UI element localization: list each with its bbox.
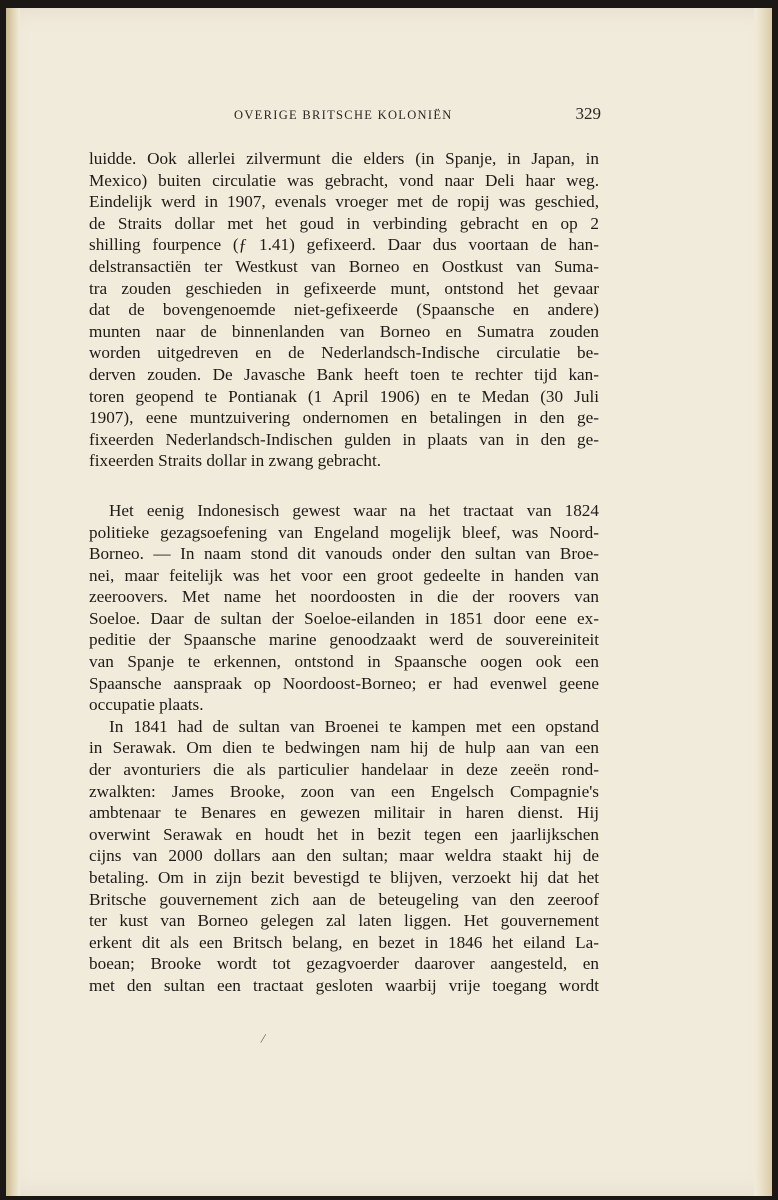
text-line: van Spanje te erkennen, ontstond in Spaansche oogen ook een: [89, 652, 599, 672]
text-line: Spaansche aanspraak op Noordoost-Borneo; er had evenwel geene: [89, 673, 599, 693]
text-line: delstransactiën ter Westkust van Borneo en Oostkust van Suma-: [89, 256, 599, 276]
text-line: Borneo. — In naam stond dit vanouds onder den sultan van Broe-: [89, 544, 599, 564]
text-line: de Straits dollar met het goud in verbinding gebracht en op 2: [89, 213, 599, 233]
text-line: betaling. Om in zijn bezit bevestigd te blijven, verzoekt hij dat het: [89, 868, 599, 887]
text-line: zeeroovers. Met name het noordoosten in die der roovers van: [89, 587, 599, 607]
running-title: OVERIGE BRITSCHE KOLONIËN: [234, 108, 453, 122]
paragraph: [89, 148, 599, 472]
text-line: Britsche gouvernement zich aan de beteugeling van den zeeroof: [89, 889, 599, 909]
text-line: erkent dit als een Britsch belang, en bezet in 1846 het eiland La-: [89, 932, 599, 952]
text-line: worden uitgedreven en de Nederlandsch-Indische circulatie be-: [89, 343, 599, 363]
text-line: fixeerden Nederlandsch-Indischen gulden in plaats van in den ge-: [89, 429, 599, 449]
text-line: fixeerden Straits dollar in zwang gebracht.: [89, 451, 382, 471]
text-line: tra zouden geschieden in gefixeerde munt, ontstond het gevaar: [89, 278, 599, 298]
body-text: [89, 148, 599, 997]
text-line: shilling fourpence (ƒ 1.41) gefixeerd. Daar dus voortaan de han-: [89, 235, 599, 255]
text-line: der avonturiers die als particulier handelaar in deze zeeën rond-: [89, 760, 599, 780]
text-line: 1907), eene muntzuivering ondernomen en betalingen in den ge-: [89, 408, 599, 428]
paragraph-gap: [89, 472, 599, 500]
text-line: ambtenaar te Benares en gewezen militair in haren dienst. Hij: [89, 803, 599, 823]
text-line: Het eenig Indonesisch gewest waar na het tractaat van 1824: [109, 500, 599, 520]
text-line: zwalkten: James Brooke, zoon van een Engelsch Compagnie's: [89, 781, 599, 801]
book-page: [6, 8, 772, 1196]
text-line: ter kust van Borneo gelegen zal laten liggen. Het gouvernement: [89, 911, 599, 931]
text-line: luidde. Ook allerlei zilvermunt die elders (in Spanje, in Japan, in: [89, 149, 599, 168]
text-line: met den sultan een tractaat gesloten waarbij vrije toegang wordt: [89, 975, 599, 995]
paragraph: [89, 500, 599, 716]
text-line: in Serawak. Om dien te bedwingen nam hij de hulp aan van een: [89, 738, 599, 758]
paragraph: [89, 716, 599, 997]
text-line: cijns van 2000 dollars aan den sultan; maar weldra staakt hij de: [89, 846, 599, 866]
running-header: [88, 104, 601, 128]
text-line: Soeloe. Daar de sultan der Soeloe-eilanden in 1851 door eene ex-: [89, 608, 599, 628]
text-line: overwint Serawak en houdt het in bezit tegen een jaarlijkschen: [89, 824, 599, 844]
page-gutter: [6, 8, 20, 1196]
text-line: Mexico) buiten circulatie was gebracht, vond naar Deli haar weg.: [89, 170, 599, 190]
text-line: nei, maar feitelijk was het voor een groot gedeelte in handen van: [89, 565, 599, 585]
page-number: 329: [575, 104, 601, 123]
text-line: derven zouden. De Javasche Bank heeft toen te rechter tijd kan-: [89, 364, 599, 384]
text-line: boean; Brooke wordt tot gezagvoerder daarover aangesteld, en: [89, 954, 599, 974]
stray-pencil-mark: /: [259, 1031, 267, 1048]
text-line: politieke gezagsoefening van Engeland mogelijk bleef, was Noord-: [89, 522, 599, 542]
page-edge: [754, 8, 772, 1196]
text-line: occupatie plaats.: [89, 695, 204, 715]
text-line: In 1841 had de sultan van Broenei te kampen met een opstand: [109, 716, 599, 736]
text-line: peditie der Spaansche marine genoodzaakt werd de souvereiniteit: [89, 630, 599, 650]
text-line: toren geopend te Pontianak (1 April 1906) en te Medan (30 Juli: [89, 386, 599, 406]
text-line: munten naar de binnenlanden van Borneo en Sumatra zouden: [89, 321, 599, 341]
text-line: dat de bovengenoemde niet-gefixeerde (Spaansche en andere): [89, 300, 599, 320]
text-line: Eindelijk werd in 1907, evenals vroeger met de ropij was geschied,: [89, 192, 599, 212]
